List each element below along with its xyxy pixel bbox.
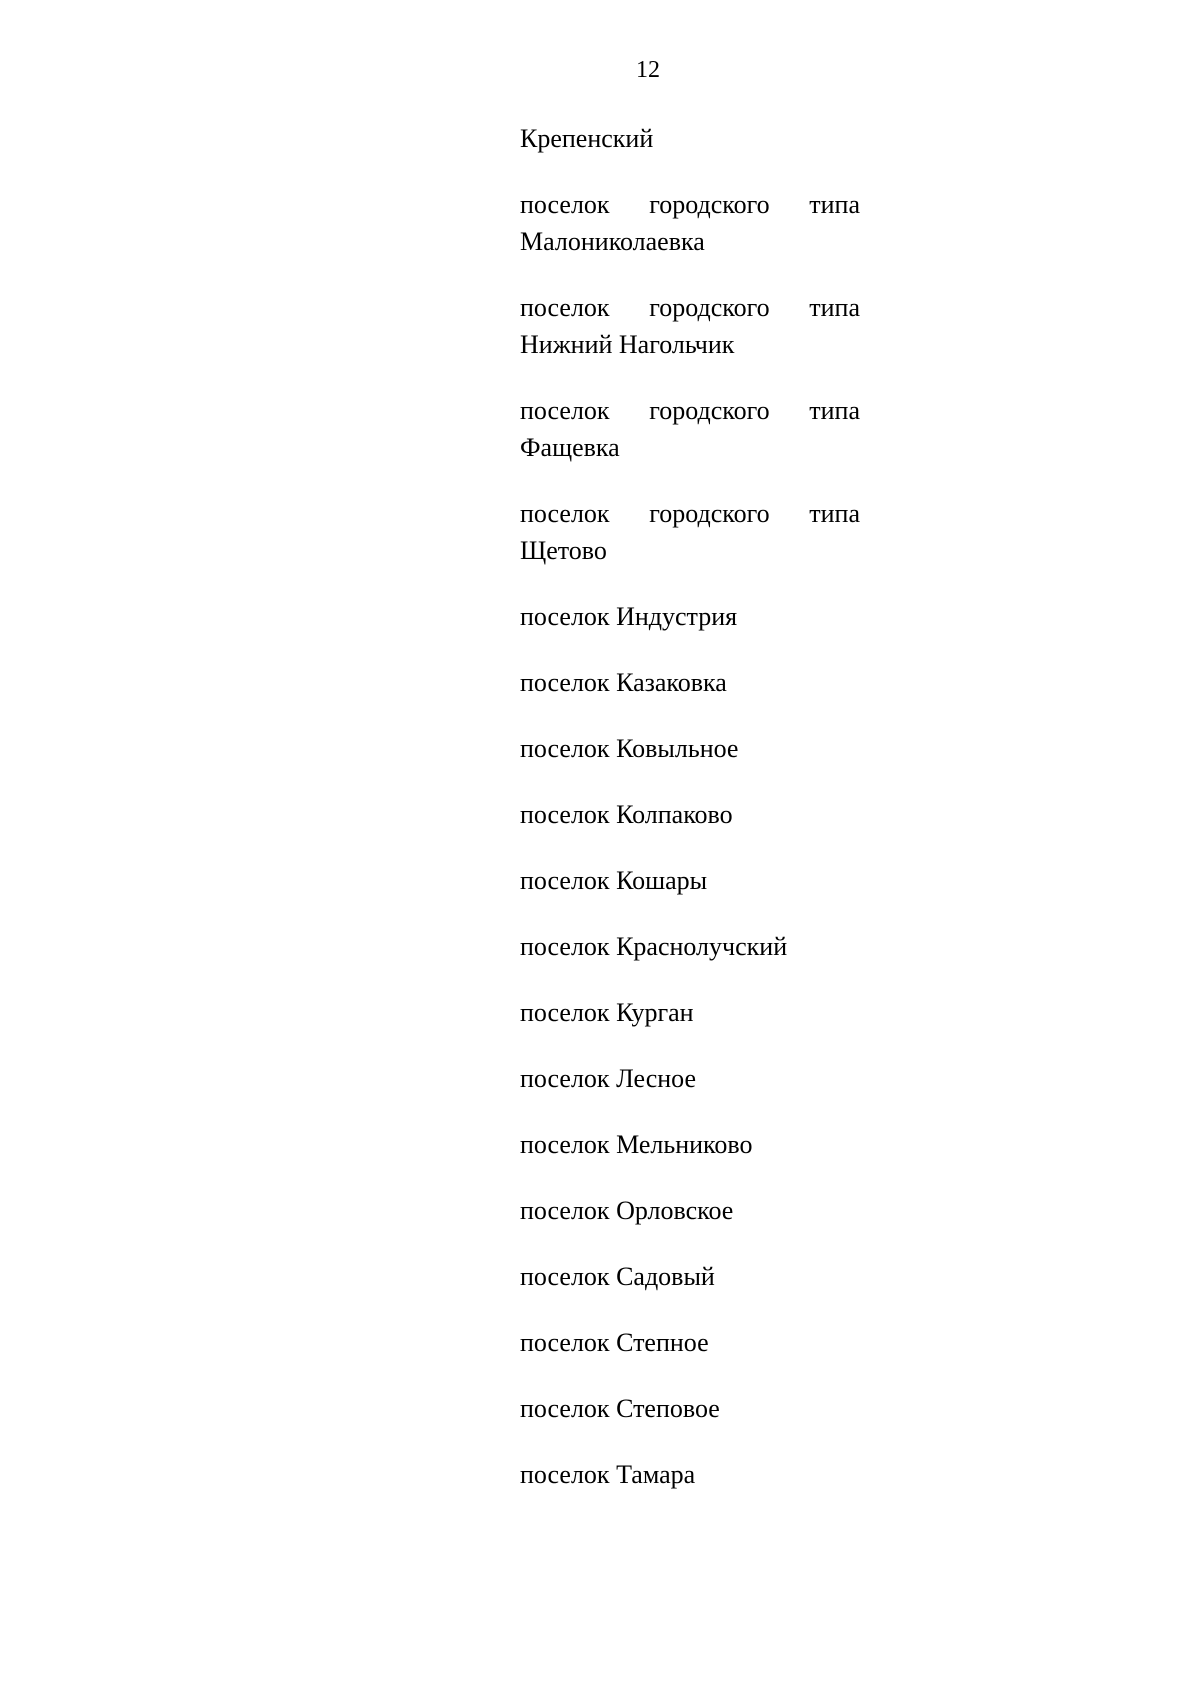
entry-word: поселок: [520, 293, 610, 322]
entry-line-1: [520, 289, 860, 326]
entry-text: поселок Лесное: [520, 1064, 697, 1093]
entry-text: поселок Орловское: [520, 1196, 734, 1225]
entry-word: поселок: [520, 190, 610, 219]
entry-text: поселок Степовое: [520, 1394, 720, 1423]
list-item: [520, 1258, 860, 1295]
list-item: [520, 186, 860, 260]
entry-text: поселок Краснолучский: [520, 932, 788, 961]
list-item: [520, 1060, 860, 1097]
entry-text: поселок Степное: [520, 1328, 709, 1357]
entry-text: Крепенский: [520, 124, 654, 153]
settlement-list: [520, 120, 860, 1522]
list-item: [520, 994, 860, 1031]
list-item: [520, 796, 860, 833]
list-item: [520, 392, 860, 466]
entry-word: поселок: [520, 396, 610, 425]
list-item: [520, 495, 860, 569]
list-item: [520, 862, 860, 899]
list-item: [520, 1192, 860, 1229]
entry-line-2: Щетово: [520, 536, 607, 565]
list-item: [520, 1456, 860, 1493]
list-item: [520, 1126, 860, 1163]
entry-text: поселок Ковыльное: [520, 734, 739, 763]
list-item: [520, 1324, 860, 1361]
entry-text: поселок Садовый: [520, 1262, 715, 1291]
entry-word: типа: [809, 396, 860, 425]
entry-word: типа: [809, 293, 860, 322]
list-item: [520, 928, 860, 965]
entry-word: городского: [649, 499, 770, 528]
entry-text: поселок Казаковка: [520, 668, 727, 697]
list-item: [520, 730, 860, 767]
entry-text: поселок Индустрия: [520, 602, 738, 631]
entry-word: типа: [809, 190, 860, 219]
entry-line-2: Нижний Нагольчик: [520, 330, 735, 359]
entry-word: городского: [649, 396, 770, 425]
entry-word: поселок: [520, 499, 610, 528]
entry-text: поселок Тамара: [520, 1460, 696, 1489]
entry-text: поселок Курган: [520, 998, 694, 1027]
entry-line-2: Фащевка: [520, 433, 620, 462]
page-number: 12: [636, 57, 660, 83]
list-item: [520, 1390, 860, 1427]
entry-text: поселок Колпаково: [520, 800, 733, 829]
list-item: [520, 120, 860, 157]
entry-text: поселок Мельниково: [520, 1130, 753, 1159]
list-item: [520, 664, 860, 701]
entry-word: типа: [809, 499, 860, 528]
entry-text: поселок Кошары: [520, 866, 708, 895]
list-item: [520, 289, 860, 363]
entry-line-2: Малониколаевка: [520, 227, 705, 256]
entry-word: городского: [649, 293, 770, 322]
entry-line-1: [520, 495, 860, 532]
entry-line-1: [520, 186, 860, 223]
entry-line-1: [520, 392, 860, 429]
entry-word: городского: [649, 190, 770, 219]
list-item: [520, 598, 860, 635]
